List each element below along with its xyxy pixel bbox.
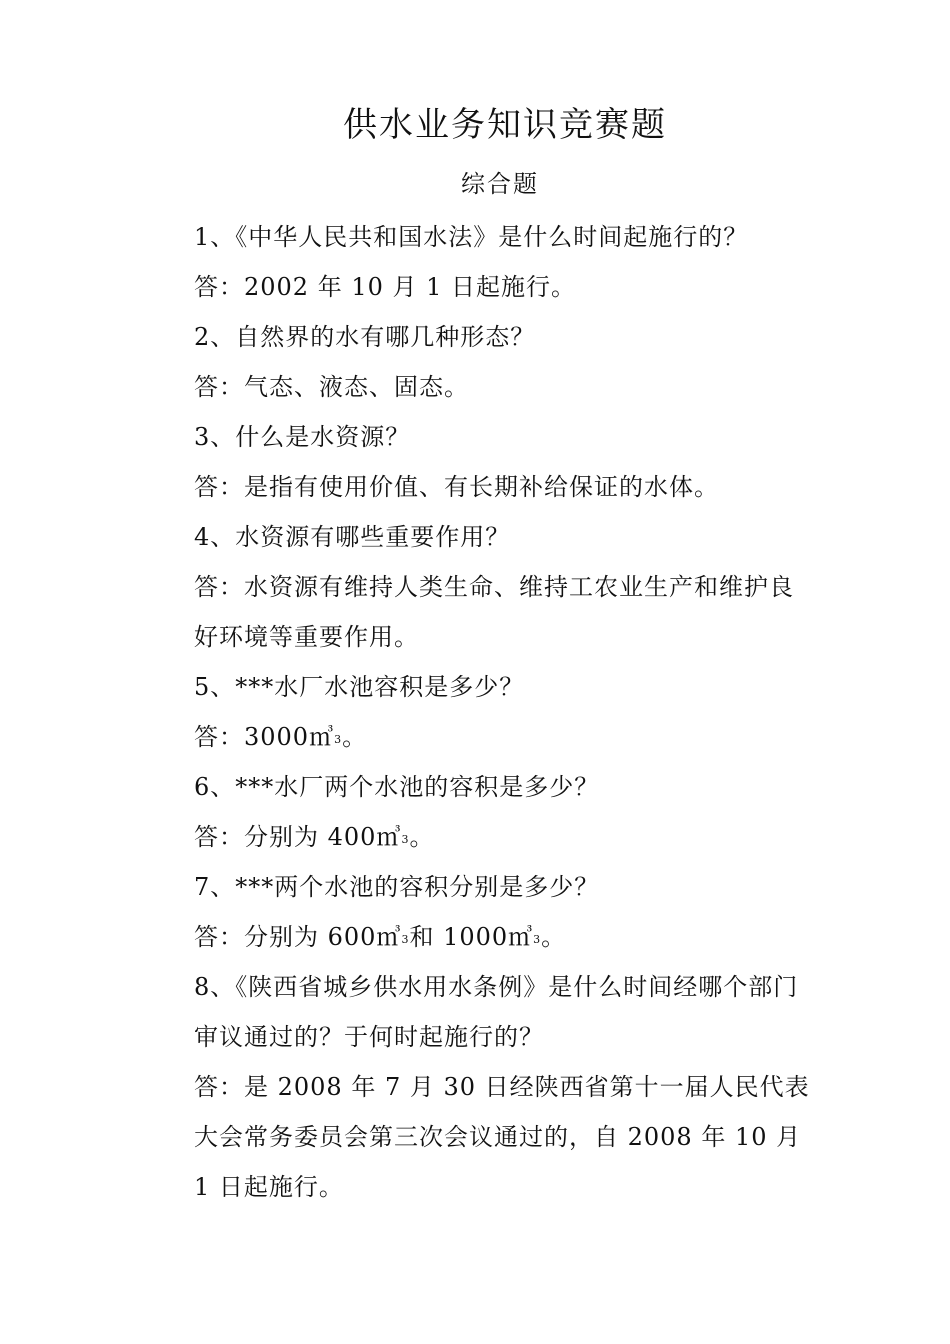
question-4: 4、水资源有哪些重要作用？ (194, 523, 511, 551)
answer-1: 答：2002 年 10 月 1 日起施行。 (194, 273, 577, 301)
answer-2: 答：气态、液态、固态。 (194, 373, 469, 401)
question-8: 8、《陕西省城乡供水用水条例》是什么时间经哪个部门审议通过的？于何时起施行的？ (194, 973, 799, 1051)
qa-list (194, 212, 814, 1212)
answer-6 (194, 812, 814, 862)
page-title: 供水业务知识竞赛题 (343, 105, 667, 145)
answer-5-sup: 3 (334, 733, 343, 746)
answer-3: 答：是指有使用价值、有长期补给保证的水体。 (194, 473, 719, 501)
answer-7-sup2: 3 (533, 933, 542, 946)
answer-4: 答：水资源有维持人类生命、维持工农业生产和维护良好环境等重要作用。 (194, 573, 794, 651)
answer-8: 答：是 2008 年 7 月 30 日经陕西省第十一届人民代表大会常务委员会第三次会议通过的，自 2008 年 10 月 1 日起施行。 (194, 1073, 810, 1201)
question-3: 3、什么是水资源？ (194, 423, 411, 451)
question-2: 2、自然界的水有哪几种形态？ (194, 323, 536, 351)
answer-7-end: 。 (541, 923, 567, 951)
section-subtitle: 综合题 (461, 170, 539, 198)
answer-6-sup: 3 (401, 833, 410, 846)
answer-7-mid: 和 1000㎥ (409, 923, 534, 951)
answer-7-text: 答：分别为 600㎥ (194, 923, 402, 951)
answer-6-end: 。 (409, 823, 435, 851)
question-7: 7、***两个水池的容积分别是多少？ (194, 873, 600, 901)
answer-7-sup: 3 (401, 933, 410, 946)
answer-5 (194, 712, 814, 762)
answer-7 (194, 912, 814, 962)
question-6: 6、***水厂两个水池的容积是多少？ (194, 773, 600, 801)
question-5: 5、***水厂水池容积是多少？ (194, 673, 525, 701)
question-1: 1、《中华人民共和国水法》是什么时间起施行的？ (194, 223, 749, 251)
answer-5-end: 。 (342, 723, 368, 751)
answer-6-text: 答：分别为 400㎥ (194, 823, 402, 851)
answer-5-text: 答：3000㎥ (194, 723, 335, 751)
